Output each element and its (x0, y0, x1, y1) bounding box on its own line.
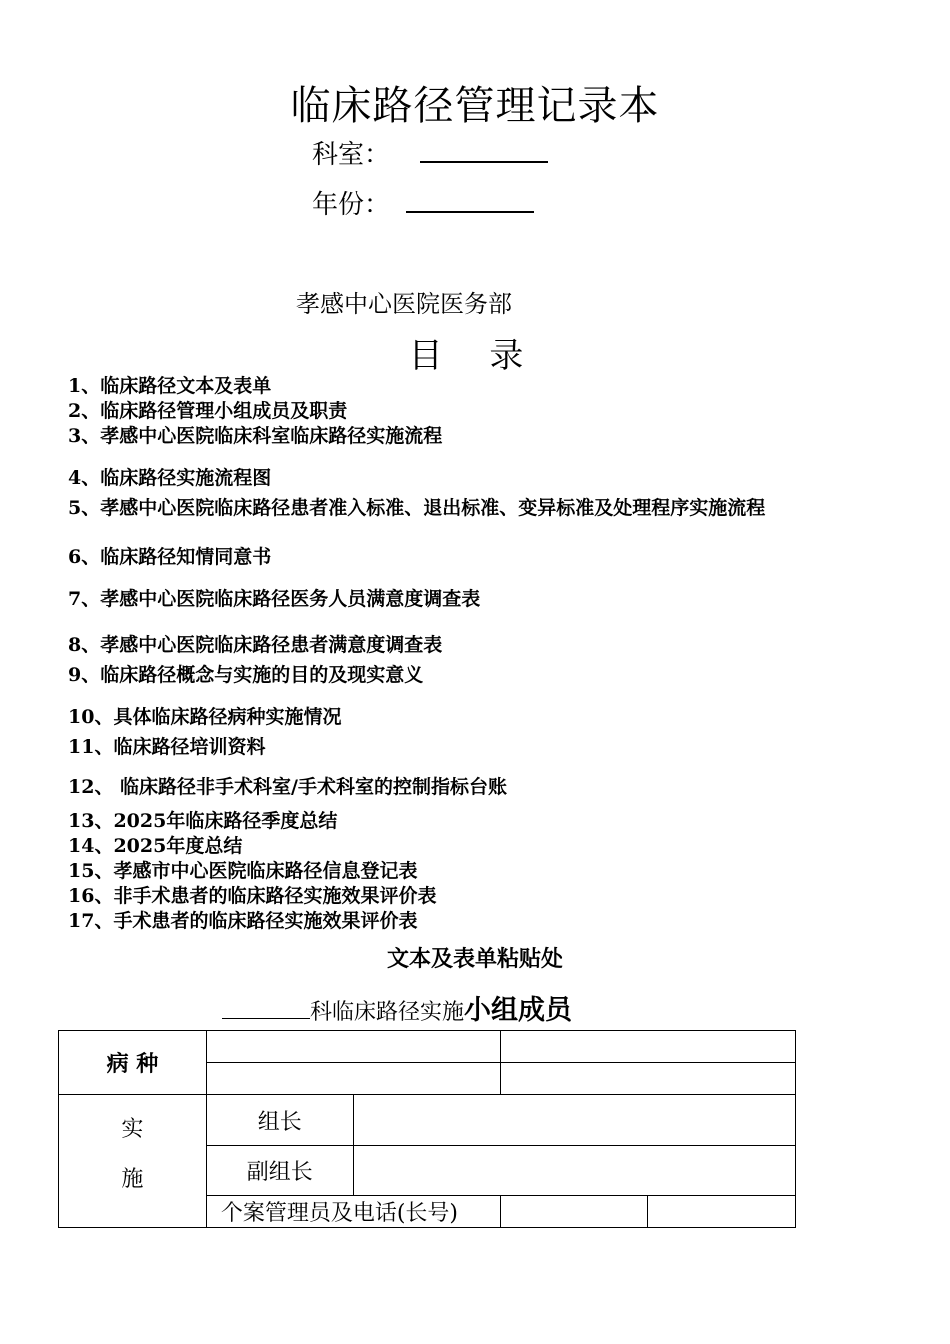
case-manager-phone-cell[interactable] (648, 1196, 796, 1228)
toc-item: 12、 临床路径非手术科室/手术科室的控制指标台账 (68, 776, 507, 798)
toc-item: 13、2025年临床路径季度总结 (68, 810, 338, 832)
toc-item: 10、具体临床路径病种实施情况 (68, 706, 342, 728)
department-field (312, 134, 548, 171)
disease-name-cell[interactable] (206, 1031, 501, 1063)
leader-label: 组长 (206, 1095, 353, 1146)
department-label: 科室： (312, 140, 391, 170)
department-name-blank[interactable] (222, 1000, 310, 1019)
page-title: 临床路径管理记录本 (290, 83, 660, 129)
case-manager-label: 个案管理员及电话(长号) (206, 1196, 501, 1228)
leader-value-cell[interactable] (353, 1095, 795, 1146)
deputy-leader-label: 副组长 (206, 1146, 353, 1196)
team-title-bold: 小组成员 (464, 995, 573, 1026)
team-section-title (222, 988, 572, 1027)
disease-name-cell[interactable] (501, 1031, 796, 1063)
toc-item: 2、临床路径管理小组成员及职责 (68, 400, 348, 422)
toc-item: 8、孝感中心医院临床路径患者满意度调查表 (68, 634, 443, 656)
implementation-label (59, 1095, 207, 1228)
implementation-label-char: 施 (121, 1167, 144, 1192)
department-blank-line[interactable] (420, 141, 548, 163)
toc-item: 11、临床路径培训资料 (68, 736, 266, 758)
year-blank-line[interactable] (406, 191, 534, 213)
toc-item: 5、孝感中心医院临床路径患者准入标准、退出标准、变异标准及处理程序实施流程 (68, 497, 766, 519)
toc-item: 9、临床路径概念与实施的目的及现实意义 (68, 664, 424, 686)
deputy-leader-value-cell[interactable] (353, 1146, 795, 1196)
disease-name-cell[interactable] (206, 1063, 501, 1095)
organization-name: 孝感中心医院医务部 (296, 290, 512, 318)
year-field (312, 184, 534, 221)
implementation-label-char: 实 (121, 1117, 144, 1142)
toc-item: 17、手术患者的临床路径实施效果评价表 (68, 910, 418, 932)
toc-item: 14、2025年度总结 (68, 835, 243, 857)
toc-item: 7、孝感中心医院临床路径医务人员满意度调查表 (68, 588, 481, 610)
toc-item: 1、临床路径文本及表单 (68, 375, 272, 397)
toc-item: 15、孝感市中心医院临床路径信息登记表 (68, 860, 418, 882)
toc-item: 4、临床路径实施流程图 (68, 467, 272, 489)
paste-note: 文本及表单粘贴处 (386, 946, 563, 972)
team-title-suffix: 科临床路径实施 (310, 1000, 465, 1025)
team-members-table (58, 1030, 796, 1228)
toc-heading: 目 录 (408, 336, 542, 376)
toc-item: 16、非手术患者的临床路径实施效果评价表 (68, 885, 437, 907)
disease-label: 病 种 (59, 1031, 207, 1095)
toc-item: 6、临床路径知情同意书 (68, 546, 272, 568)
toc-item: 3、孝感中心医院临床科室临床路径实施流程 (68, 425, 443, 447)
year-label: 年份： (312, 190, 391, 220)
case-manager-value-cell[interactable] (501, 1196, 648, 1228)
disease-name-cell[interactable] (501, 1063, 796, 1095)
